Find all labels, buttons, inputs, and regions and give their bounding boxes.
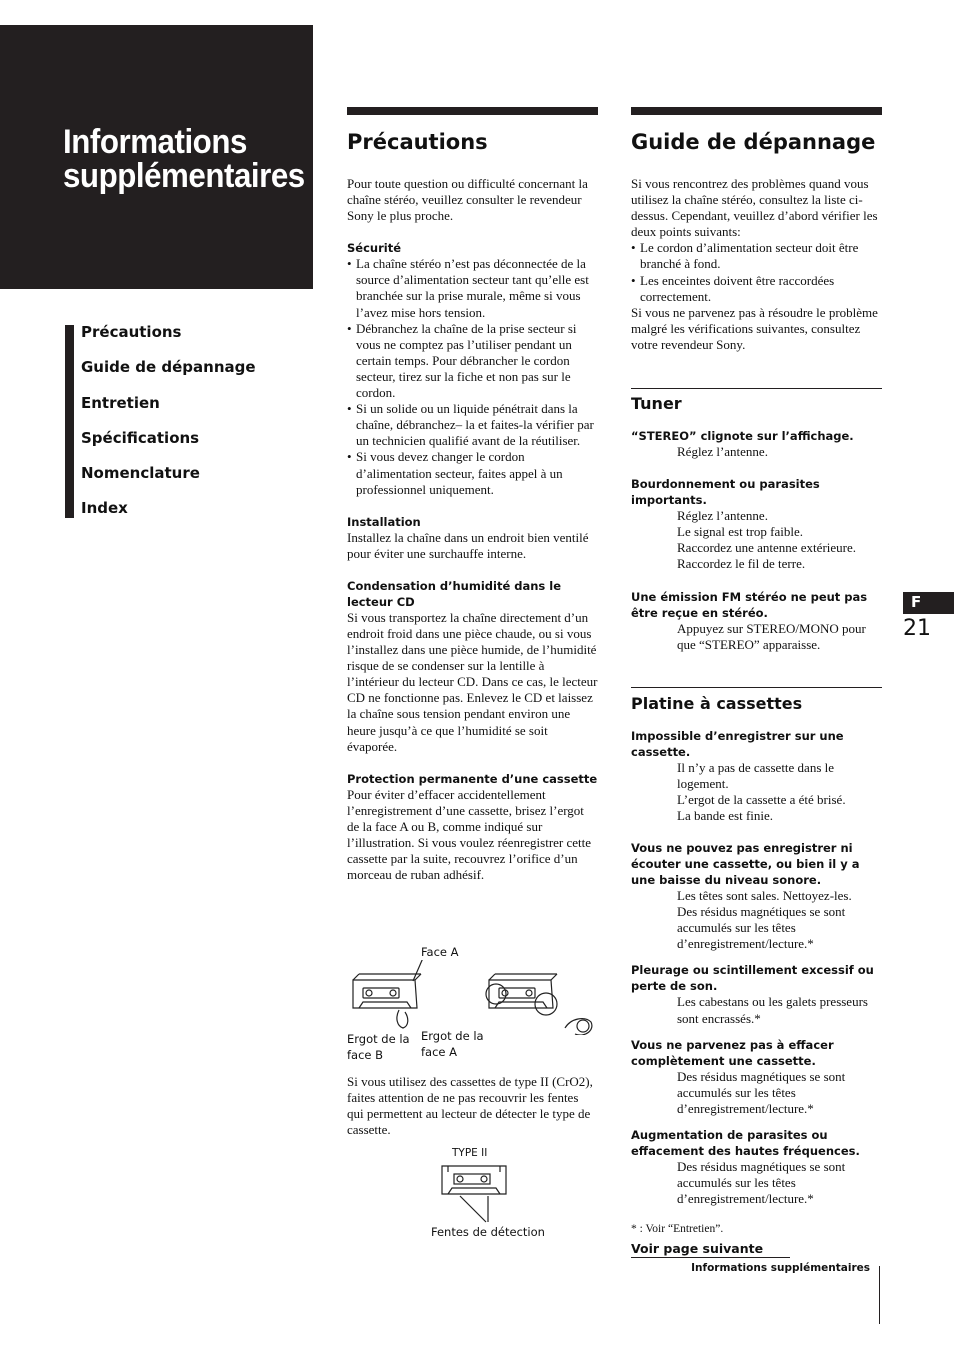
figure-label-face-a: Face A: [421, 945, 459, 959]
toc-item-nomenclature[interactable]: Nomenclature: [81, 464, 200, 482]
section-rule: [631, 107, 882, 115]
toc-item-precautions[interactable]: Précautions: [81, 323, 182, 341]
figure-label-ergot-a: Ergot de la face A: [421, 1029, 484, 1059]
section-rule: [347, 107, 598, 115]
condensation-label: Condensation d’humidité dans le lecteur CD: [347, 578, 562, 609]
remedy: La bande est finie.: [677, 807, 774, 823]
footer-rule: [879, 1266, 880, 1324]
guide-bullet: • Les enceintes doivent être raccordées correctement.: [631, 273, 882, 305]
footnote: * : Voir “Entretien”.: [631, 1223, 724, 1235]
precautions-intro: Pour toute question ou difficulté concernant la chaîne stéréo, veuillez consulter le revendeur Sony le plus proche.: [347, 176, 588, 224]
chapter-banner: [0, 25, 313, 289]
installation-label: Installation: [347, 514, 421, 529]
remedy: Des résidus magnétiques se sont accumulés sur les têtes d’enregistrement/lecture.*: [677, 904, 846, 952]
securite-label: Sécurité: [347, 241, 401, 256]
guide-bullet: • Le cordon d’alimentation secteur doit être branché à fond.: [631, 240, 882, 272]
installation-text: Installez la chaîne dans un endroit bien ventilé pour éviter une surchauffe interne.: [347, 529, 589, 561]
remedy: Appuyez sur STEREO/MONO pour que “STEREO” apparaisse.: [677, 620, 866, 652]
language-tab: [903, 592, 954, 614]
figure-caption-slots: Fentes de détection: [431, 1225, 545, 1239]
guide-outro: Si vous ne parvenez pas à résoudre le problème malgré les vérifications suivantes, consultez votre revendeur Sony.: [631, 304, 878, 352]
toc-item-specifications[interactable]: Spécifications: [81, 429, 200, 447]
precautions-section: [347, 107, 598, 883]
remedy: Réglez l’antenne.: [677, 508, 768, 524]
securite-bullet: • Si un solide ou un liquide pénétrait dans la chaîne, débranchez– la et faites-la vérifier par un technicien qualifié avant de la réutiliser.: [347, 401, 598, 449]
language-tab-label: F: [911, 593, 922, 611]
remedy: L’ergot de la cassette a été brisé.: [677, 791, 846, 807]
securite-bullet: • La chaîne stéréo n’est pas déconnectée de la source d’alimentation secteur tant qu’elle est branchée sur la prise murale, même si vous l’avez mise hors tension.: [347, 256, 598, 320]
subsection-rule: [631, 388, 882, 389]
condensation-text: Si vous transportez la chaîne directement d’un endroit froid dans une pièce chaude, ou si vous l’installez dans une pièce humide, de l’humidité risque de se condenser sur la lentille à l’intérieur du lecteur CD. Dans ce cas, le lecteur CD ne fonctionne pas. Enlevez le CD et laissez la chaîne sous tension pendant environ une heure jusqu’à ce que l’humidité se soit évaporée.: [347, 609, 598, 754]
problem-label: Vous ne pouvez pas enregistrer ni écouter une cassette, ou bien il y a une baisse du niveau sonore.: [631, 841, 860, 888]
figure-label-type2: TYPE II: [452, 1147, 488, 1159]
remedy: Le signal est trop faible.: [677, 524, 803, 540]
subsection-rule: [631, 687, 882, 688]
chapter-title: Informations supplémentaires: [63, 123, 305, 195]
protection-label: Protection permanente d’une cassette: [347, 771, 598, 786]
toc-item-entretien[interactable]: Entretien: [81, 394, 160, 412]
problem-label: Augmentation de parasites ou effacement des hautes fréquences.: [631, 1127, 860, 1158]
problem-label: Impossible d’enregistrer sur une cassette.: [631, 728, 844, 759]
guide-intro: Si vous rencontrez des problèmes quand vous utilisez la chaîne stéréo, consultez la liste ci-dessus. Cependant, veuillez d’abord vérifier les deux points suivants:: [631, 176, 878, 240]
type2-cassette-illustration: [430, 1160, 550, 1225]
tuner-title: Tuner: [631, 394, 682, 414]
remedy: Réglez l’antenne.: [677, 444, 768, 460]
toc-item-guide[interactable]: Guide de dépannage: [81, 358, 256, 376]
problem-label: “STEREO” clignote sur l’affichage.: [631, 429, 854, 444]
securite-bullet: • Si vous devez changer le cordon d’alimentation secteur, faites appel à un professionnel uniquement.: [347, 449, 598, 497]
figure-label-ergot-b: Ergot de la face B: [347, 1032, 410, 1062]
page-number: 21: [903, 616, 931, 641]
remedy: Les cabestans ou les galets presseurs sont encrassés.*: [677, 994, 868, 1026]
type2-text: Si vous utilisez des cassettes de type II (CrO2), faites attention de ne pas recouvrir les fentes qui permettent au lecteur de détecter le type de cassette.: [347, 1074, 593, 1138]
cassette-tab-illustration: [345, 960, 600, 1035]
guide-section: [631, 107, 882, 1207]
cassette-title: Platine à cassettes: [631, 693, 803, 713]
remedy: Raccordez une antenne extérieure.: [677, 540, 857, 556]
precautions-title: Précautions: [347, 130, 488, 154]
remedy: Il n’y a pas de cassette dans le logement.: [677, 759, 835, 791]
guide-title: Guide de dépannage: [631, 130, 876, 154]
problem-label: Une émission FM stéréo ne peut pas être reçue en stéréo.: [631, 589, 868, 620]
toc-bar: [65, 325, 74, 518]
remedy: Raccordez le fil de terre.: [677, 556, 806, 572]
running-footer: Informations supplémentaires: [691, 1262, 870, 1274]
next-page-link[interactable]: Voir page suivante: [631, 1240, 790, 1258]
toc-item-index[interactable]: Index: [81, 499, 128, 517]
problem-label: Pleurage ou scintillement excessif ou perte de son.: [631, 963, 874, 994]
problem-label: Bourdonnement ou parasites importants.: [631, 477, 820, 508]
securite-bullet: • Débranchez la chaîne de la prise secteur si vous ne comptez pas l’utiliser pendant un certain temps. Pour débrancher le cordon secteur, tirez sur la fiche et non pas sur le cordon.: [347, 321, 598, 401]
problem-label: Vous ne parvenez pas à effacer complètement une cassette.: [631, 1037, 834, 1068]
remedy: Des résidus magnétiques se sont accumulés sur les têtes d’enregistrement/lecture.*: [677, 1068, 846, 1116]
protection-text: Pour éviter d’effacer accidentellement l’enregistrement d’une cassette, brisez l’ergot de la face A ou B, comme indiqué sur l’illustration. Si vous voulez réenregistrer cette cassette par la suite, recouvrez l’orifice d’un morceau de ruban adhésif.: [347, 786, 592, 883]
remedy: Des résidus magnétiques se sont accumulés sur les têtes d’enregistrement/lecture.*: [677, 1158, 846, 1207]
remedy: Les têtes sont sales. Nettoyez-les.: [677, 888, 852, 904]
